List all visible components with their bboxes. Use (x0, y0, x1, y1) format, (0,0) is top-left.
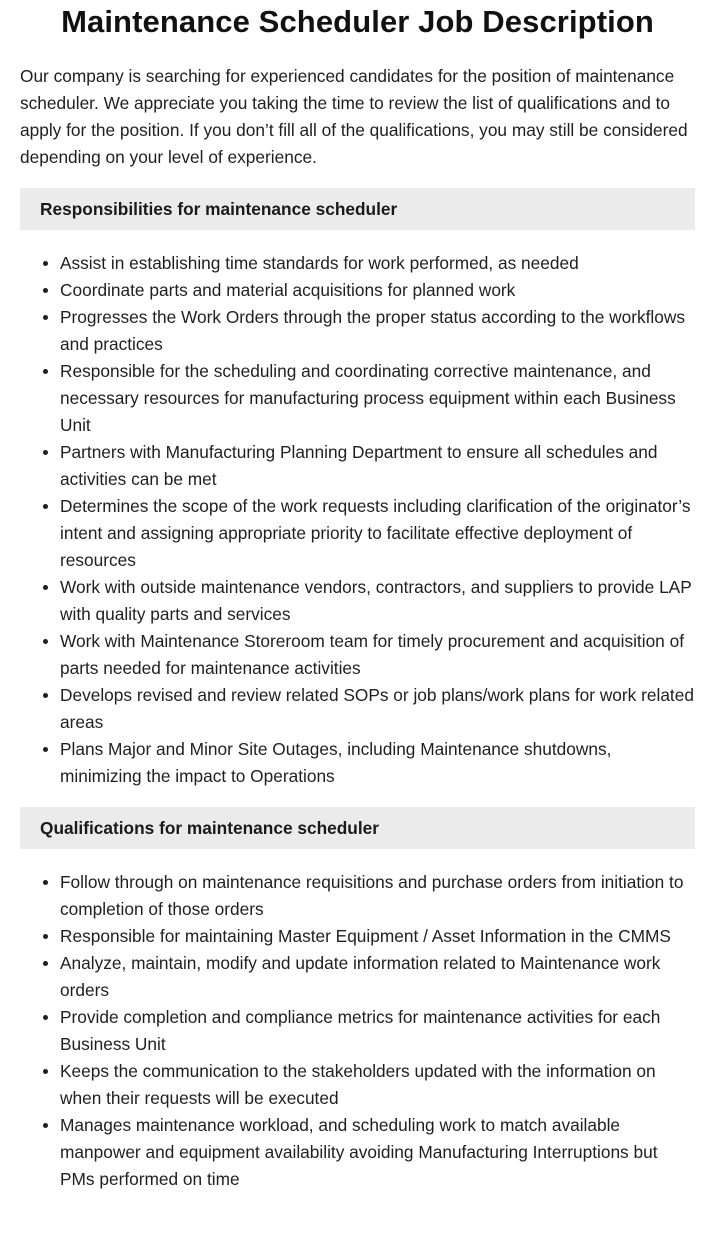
qualifications-heading: Qualifications for maintenance scheduler (20, 807, 695, 849)
list-item: Work with Maintenance Storeroom team for timely procurement and acquisition of parts needed for maintenance activities (60, 628, 695, 682)
list-item: Develops revised and review related SOPs or job plans/work plans for work related areas (60, 682, 695, 736)
list-item: Assist in establishing time standards for work performed, as needed (60, 250, 695, 277)
page-title: Maintenance Scheduler Job Description (61, 4, 654, 39)
list-item: Coordinate parts and material acquisitions for planned work (60, 277, 695, 304)
list-item: Responsible for maintaining Master Equipment / Asset Information in the CMMS (60, 923, 695, 950)
responsibilities-list (20, 250, 695, 790)
list-item: Manages maintenance workload, and scheduling work to match available manpower and equipment availability avoiding Manufacturing Interruptions but PMs performed on time (60, 1112, 695, 1193)
list-item: Plans Major and Minor Site Outages, including Maintenance shutdowns, minimizing the impact to Operations (60, 736, 695, 790)
qualifications-list (20, 869, 695, 1193)
list-item: Partners with Manufacturing Planning Department to ensure all schedules and activities can be met (60, 439, 695, 493)
list-item: Determines the scope of the work requests including clarification of the originator’s intent and assigning appropriate priority to facilitate effective deployment of resources (60, 493, 695, 574)
list-item: Responsible for the scheduling and coordinating corrective maintenance, and necessary resources for manufacturing process equipment within each Business Unit (60, 358, 695, 439)
intro-paragraph: Our company is searching for experienced candidates for the position of maintenance scheduler. We appreciate you taking the time to review the list of qualifications and to apply for the position. If you don’t fill all of the qualifications, you may still be considered depending on your level of experience. (20, 66, 688, 167)
list-item: Keeps the communication to the stakeholders updated with the information on when their requests will be executed (60, 1058, 695, 1112)
responsibilities-heading: Responsibilities for maintenance scheduler (20, 188, 695, 230)
list-item: Work with outside maintenance vendors, contractors, and suppliers to provide LAP with quality parts and services (60, 574, 695, 628)
list-item: Provide completion and compliance metrics for maintenance activities for each Business Unit (60, 1004, 695, 1058)
list-item: Analyze, maintain, modify and update information related to Maintenance work orders (60, 950, 695, 1004)
list-item: Progresses the Work Orders through the proper status according to the workflows and practices (60, 304, 695, 358)
list-item: Follow through on maintenance requisitions and purchase orders from initiation to completion of those orders (60, 869, 695, 923)
